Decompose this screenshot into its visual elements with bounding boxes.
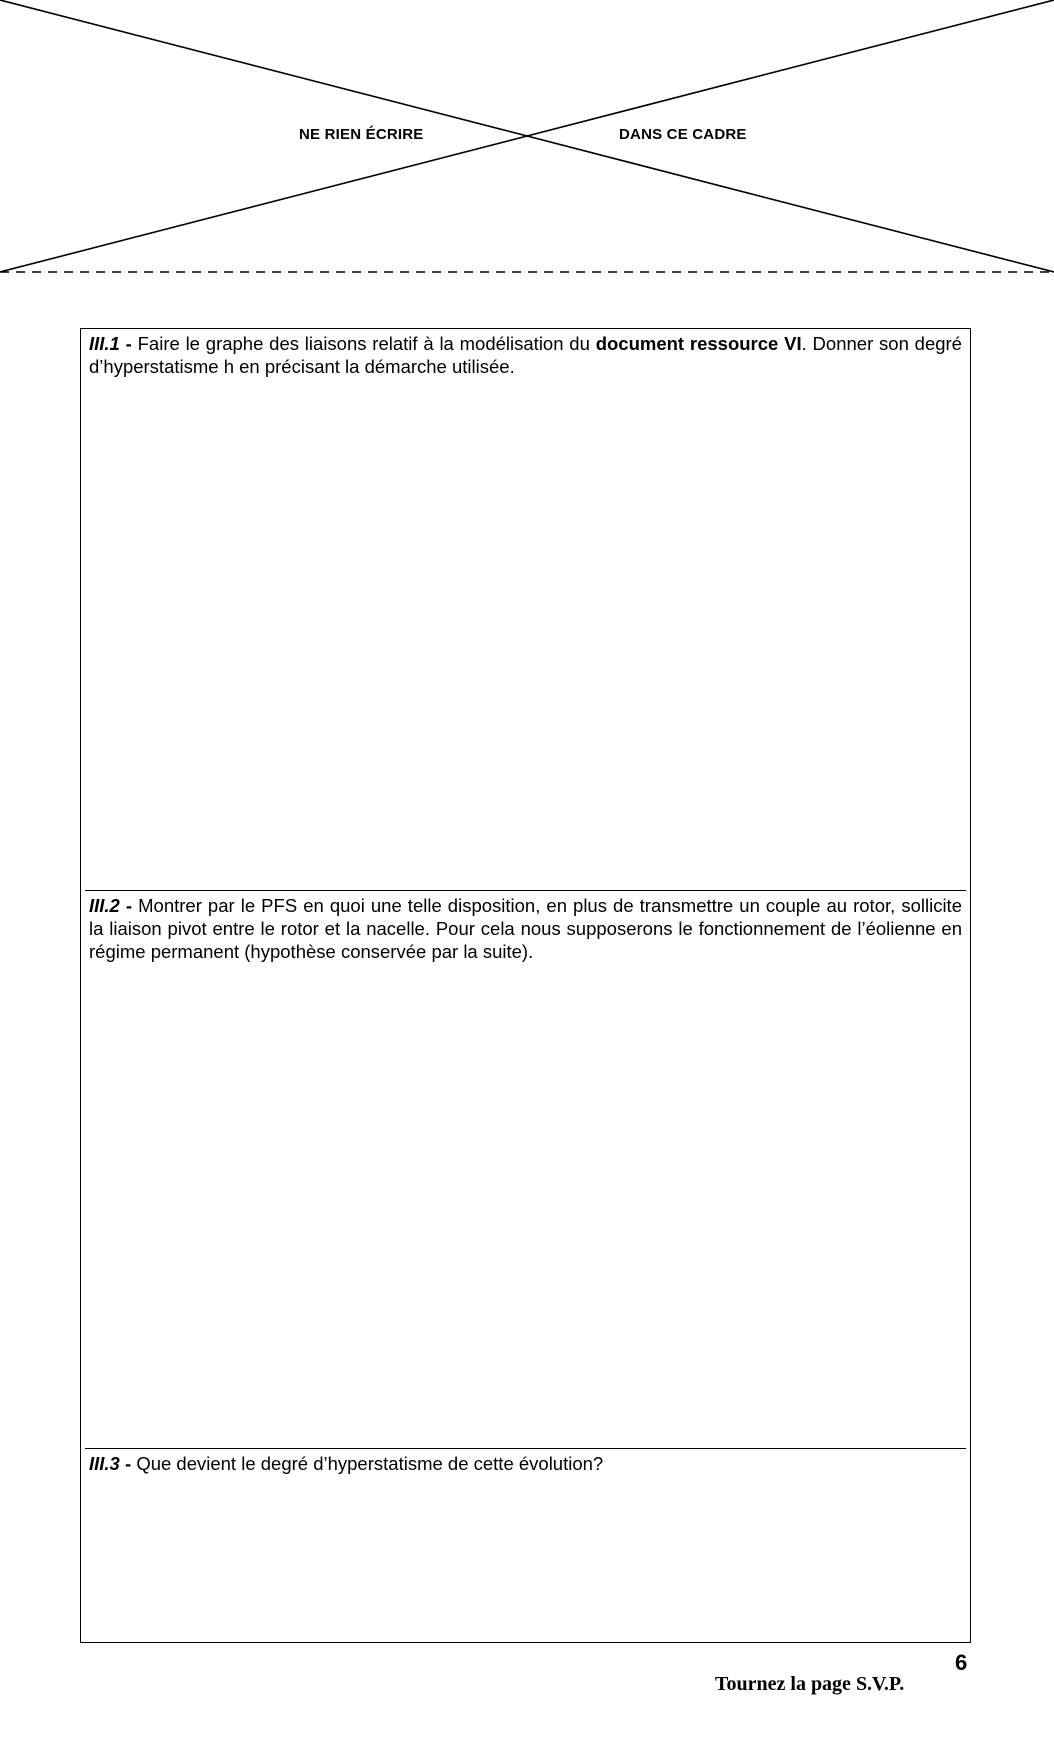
question-1-text	[81, 329, 970, 378]
question-2-text	[81, 891, 970, 963]
question-3-dash: -	[119, 1453, 137, 1474]
answer-box	[80, 328, 971, 1643]
question-1-text-before: Faire le graphe des liaisons relatif à la modélisation du	[137, 333, 596, 354]
question-1-text-after: . Donner son degré d’hyperstatisme h en précisant la démarche utilisée.	[89, 333, 962, 377]
question-3-number: III.3	[89, 1453, 120, 1474]
question-3-body: Que devient le degré d’hyperstatisme de cette évolution?	[136, 1453, 604, 1474]
question-1-number: III.1	[89, 333, 120, 354]
turn-page-note: Tournez la page S.V.P.	[715, 1673, 905, 1695]
question-section-1	[81, 329, 970, 891]
no-write-label-right: DANS CE CADRE	[619, 126, 747, 143]
page-number: 6	[955, 1650, 968, 1675]
no-write-label-left: NE RIEN ÉCRIRE	[299, 126, 424, 143]
question-3-text	[81, 1449, 970, 1475]
question-section-3	[81, 1449, 970, 1642]
question-2-number: III.2	[89, 895, 120, 916]
cross-lines-graphic	[0, 0, 1054, 280]
question-1-dash: -	[119, 333, 138, 354]
question-2-body: Montrer par le PFS en quoi une telle disposition, en plus de transmettre un couple au rotor, sollicite la liaison pivot entre le rotor et la nacelle. Pour cela nous supposerons le fonctionnement de l’éolienne en régime permanent (hypothèse conservée par la suite).	[89, 895, 962, 962]
question-1-bold-text: document ressource VI	[595, 333, 802, 354]
no-write-frame	[0, 0, 1054, 280]
question-2-dash: -	[119, 895, 139, 916]
question-section-2	[81, 891, 970, 1449]
